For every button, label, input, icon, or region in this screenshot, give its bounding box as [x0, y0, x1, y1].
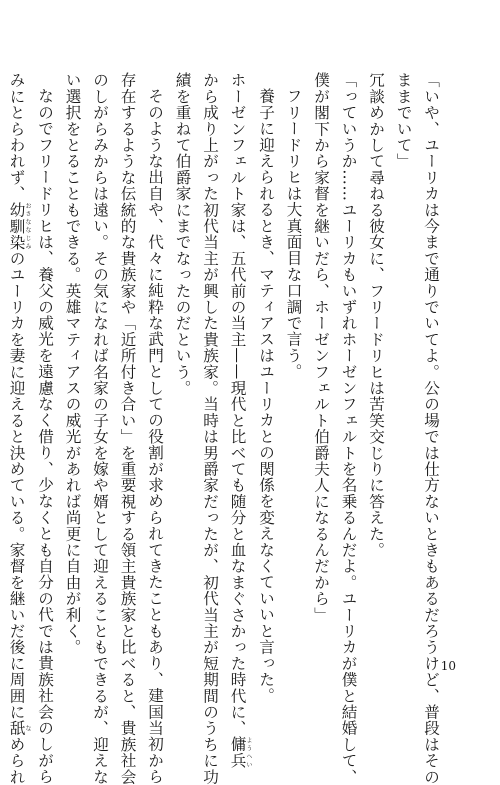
ruby-annotation — [7, 201, 31, 251]
text-line — [252, 72, 280, 704]
text-segment: のユーリカを妻に迎えると決めている。家督を継いだ後に周囲に — [7, 250, 26, 721]
text-segment: 績を重ねて伯爵家にまでなったのだという。 — [173, 72, 192, 396]
text-line — [168, 72, 196, 612]
text-segment: 冗談めかして尋ねる彼女に、フリードリヒは苦笑交じりに答えた。 — [367, 72, 385, 558]
text-line — [2, 72, 31, 785]
ruby-base: 舐 — [7, 720, 26, 737]
text-line — [196, 72, 224, 785]
text-line — [86, 72, 114, 785]
text-segment: 僕が閣下から家督を継いだら、ホーゼンフェルト伯爵夫人になるんだから」 — [312, 72, 330, 623]
page-number: 10 — [440, 659, 456, 673]
text-segment: ホーゼンフェルト家は、五代前の当主——現代と比べても随分と血なまぐさかった時代に、 — [228, 72, 247, 737]
text-line — [0, 72, 2, 612]
text-line — [141, 72, 169, 785]
text-line — [307, 72, 335, 623]
text-segment: 存在するような伝統的な貴族家や「近所付き合い」を重要視する領主貴族家と比べると、貴族社会 — [118, 72, 137, 785]
text-line — [417, 72, 445, 785]
text-line — [31, 72, 59, 785]
text-segment: なのでフリードリヒは、養父の威光を遠慮なく借り、少なくとも自分の代では貴族社会のしがら — [36, 87, 54, 785]
text-segment: のしがらみからは遠い。その気になれば名家の子女を嫁や婿として迎えることもできるが、迎えな — [91, 72, 109, 785]
body-text — [7, 72, 444, 785]
text-segment: そのような出自や、代々に純粋な武門としての役割が求められてきたこともあり、建国当初から — [146, 87, 164, 785]
text-segment: から成り上がった初代当主が興した貴族家。当時は男爵家だったが、初代当主が短期間のうちに功 — [201, 72, 219, 785]
text-line — [113, 72, 141, 785]
text-line — [279, 72, 307, 612]
text-segment: められ — [7, 736, 26, 785]
ruby-annotation — [7, 720, 31, 737]
text-segment: ままでいて」 — [394, 72, 413, 170]
text-segment: 養子に迎えられるとき、マティアスはユーリカとの関係を変えなくていいと言った。 — [257, 87, 275, 704]
text-line — [223, 72, 252, 769]
ruby-base: 幼馴染 — [7, 201, 26, 251]
ruby-reading: ようへい — [245, 736, 252, 769]
ruby-annotation — [228, 736, 252, 769]
ruby-base: 傭兵 — [228, 736, 247, 769]
text-segment: フリードリヒは大真面目な口調で言う。 — [284, 87, 303, 380]
text-segment: みにとらわれず、 — [7, 72, 26, 202]
text-segment: 「いや、ユーリカは今まで通りでいてよ。公の場では仕方ないときもあるだろうけど、普段はその — [422, 72, 440, 785]
text-line — [58, 72, 86, 656]
text-line — [334, 72, 362, 785]
text-line — [389, 72, 417, 612]
ruby-reading: な — [24, 720, 31, 737]
text-segment: 「っていうか……ユーリカもいずれホーゼンフェルトを名乗るんだよ。ユーリカが僕と結婚して、 — [339, 72, 358, 785]
text-line — [362, 72, 390, 612]
ruby-reading: おさななじみ — [24, 201, 31, 251]
text-segment: い選択をとることもできる。英雄マティアスの威光があれば尚更に自由が利く。 — [63, 72, 82, 656]
